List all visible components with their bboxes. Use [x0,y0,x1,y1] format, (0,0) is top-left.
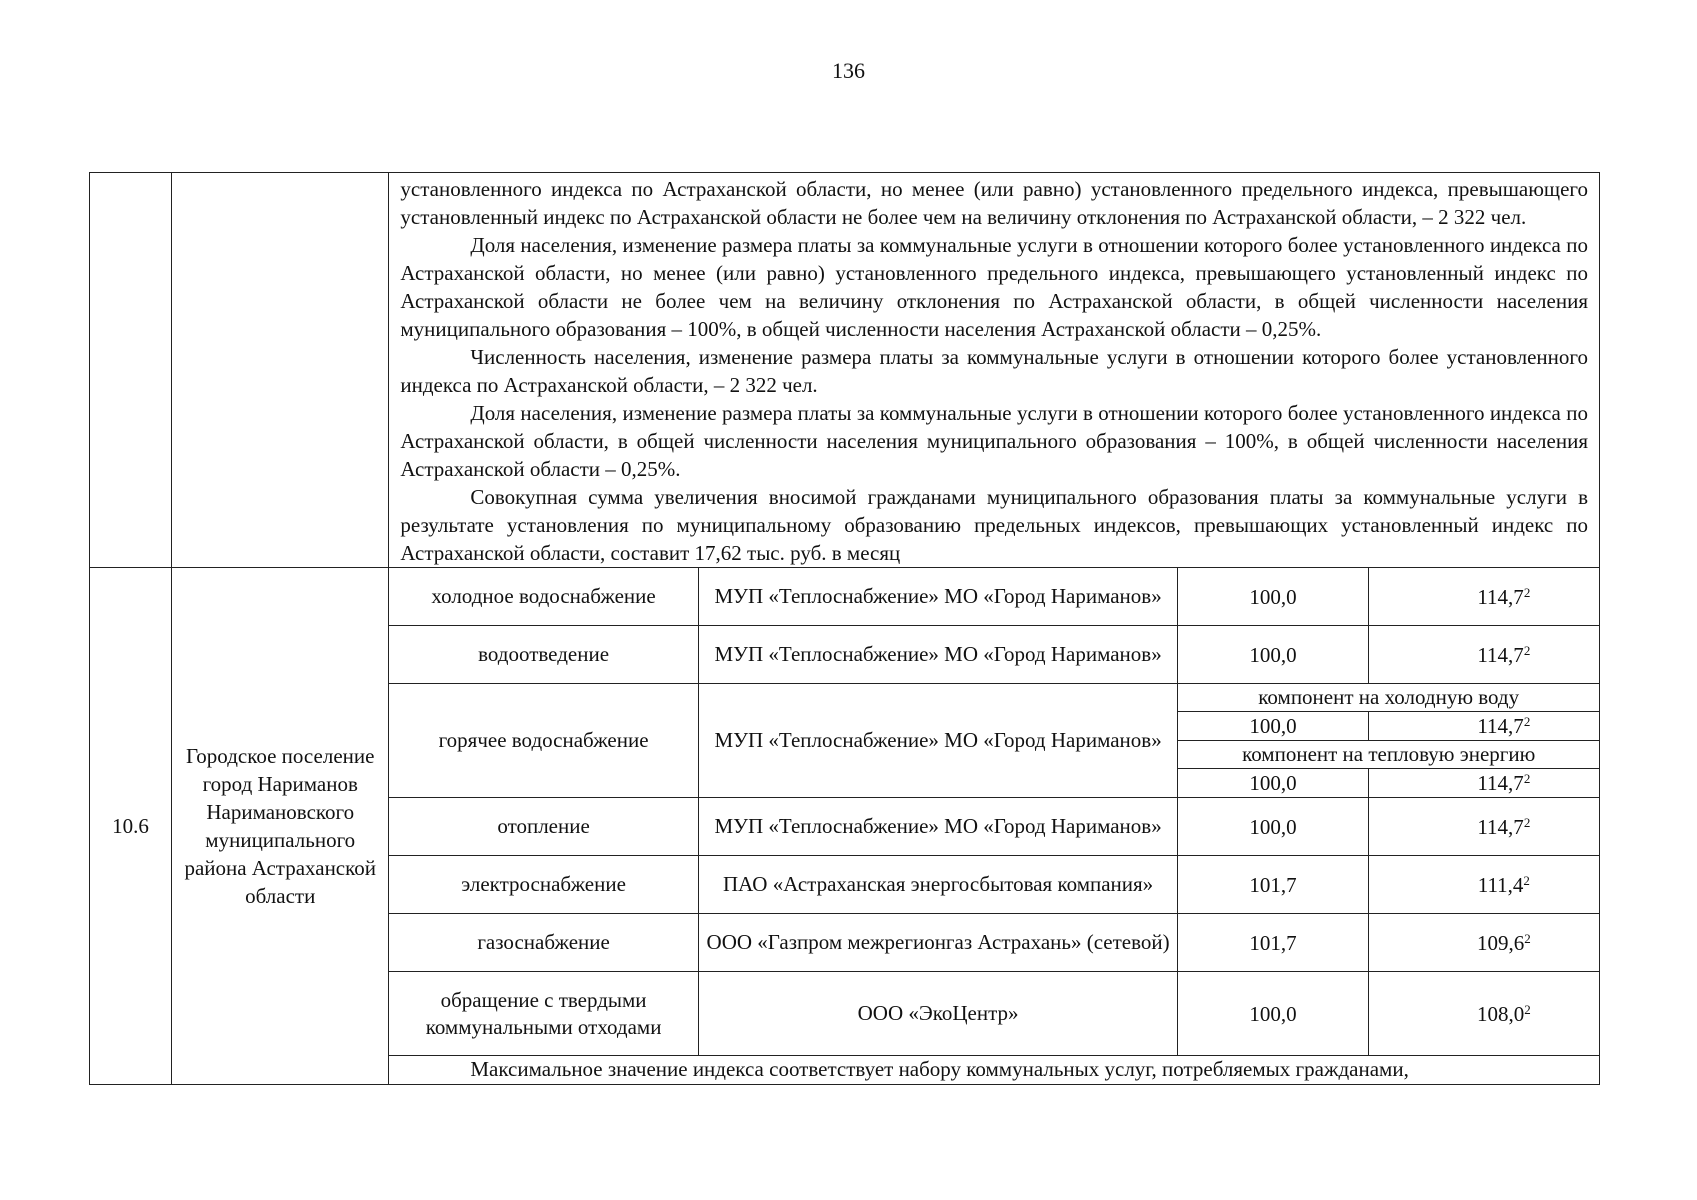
service-name: горячее водоснабжение [389,684,698,798]
index-value-1: 100,0 [1178,568,1368,626]
paragraph: установленного индекса по Астраханской области, но менее (или равно) установленного предельного индекса, превышающего установленный индекс по Астраханской области не более чем на величину отклонения по Астраханской области, – 2 322 чел. [400,177,1588,229]
provider-name: МУП «Теплоснабжение» МО «Город Нариманов» [698,568,1178,626]
component-label: компонент на холодную воду [1178,684,1600,712]
page-number: 136 [832,58,865,83]
provider-name: ПАО «Астраханская энергосбытовая компания» [698,856,1178,914]
component-label: компонент на тепловую энергию [1178,741,1600,769]
index-value-1: 100,0 [1178,626,1368,684]
index-value-2 [1368,798,1599,856]
paragraph: Доля населения, изменение размера платы за коммунальные услуги в отношении которого более установленного индекса по Астраханской области, в общей численности населения муниципального образования – 100%, в общей численности населения Астраханской области – 0,25%. [400,401,1588,481]
service-name: обращение с твердыми коммунальными отходами [389,972,698,1056]
table-row [90,568,1600,626]
provider-name: МУП «Теплоснабжение» МО «Город Нариманов» [698,626,1178,684]
index-value-1: 101,7 [1178,856,1368,914]
index-value-2 [1368,712,1599,741]
value: 114,7 [1477,771,1524,795]
footnote-mark: 2 [1523,642,1531,658]
footnote-mark: 2 [1523,584,1531,600]
empty-number-cell [90,173,172,568]
index-value-1: 101,7 [1178,914,1368,972]
paragraph: Совокупная сумма увеличения вносимой гражданами муниципального образования платы за коммунальные услуги в результате установления по муниципальному образованию предельных индексов, превышающих установленный индекс по Астраханской области, составит 17,62 тыс. руб. в месяц [400,485,1588,565]
trailing-text: Максимальное значение индекса соответствует набору коммунальных услуг, потребляемых гражданами, [389,1056,1600,1085]
municipality-name: Городское поселение город Нариманов Наримановского муниципального района Астраханской области [172,568,389,1085]
paragraph: Доля населения, изменение размера платы за коммунальные услуги в отношении которого более установленного индекса по Астраханской области, но менее (или равно) установленного предельного индекса, превышающего установленный индекс по Астраханской области не более чем на величину отклонения по Астраханской области, в общей численности населения муниципального образования – 100%, в общей численности населения Астраханской области – 0,25%. [400,233,1588,341]
service-name: водоотведение [389,626,698,684]
paragraph: Численность населения, изменение размера платы за коммунальные услуги в отношении которого более установленного индекса по Астраханской области, – 2 322 чел. [400,345,1588,397]
provider-name: ООО «Газпром межрегионгаз Астрахань» (сетевой) [698,914,1178,972]
value: 111,4 [1477,872,1524,897]
index-value-2 [1368,972,1599,1056]
index-value-2 [1368,769,1599,798]
service-name: холодное водоснабжение [389,568,698,626]
footnote-mark: 2 [1523,714,1531,729]
service-name: электроснабжение [389,856,698,914]
service-name: газоснабжение [389,914,698,972]
empty-name-cell [172,173,389,568]
continuation-row [90,173,1600,568]
provider-name: МУП «Теплоснабжение» МО «Город Нариманов» [698,798,1178,856]
value: 108,0 [1476,1001,1525,1026]
continued-text-cell [389,173,1600,568]
provider-name: МУП «Теплоснабжение» МО «Город Нариманов» [698,684,1178,798]
index-value-2 [1368,914,1599,972]
service-name: отопление [389,798,698,856]
index-value-1: 100,0 [1178,769,1368,798]
footnote-mark: 2 [1523,872,1530,888]
tariff-index-table [89,172,1600,1085]
footnote-mark: 2 [1524,930,1531,946]
entry-number: 10.6 [90,568,172,1085]
provider-name: ООО «ЭкоЦентр» [698,972,1178,1056]
value: 114,7 [1477,814,1524,839]
value: 109,6 [1476,930,1525,955]
index-value-2 [1368,626,1599,684]
footnote-mark: 2 [1524,1001,1531,1017]
index-value-2 [1368,568,1599,626]
index-value-1: 100,0 [1178,972,1368,1056]
value: 114,7 [1477,584,1524,609]
value: 114,7 [1477,642,1524,667]
index-value-1: 100,0 [1178,798,1368,856]
index-value-2 [1368,856,1599,914]
index-value-1: 100,0 [1178,712,1368,741]
footnote-mark: 2 [1523,814,1531,830]
footnote-mark: 2 [1523,771,1531,786]
value: 114,7 [1477,714,1524,738]
